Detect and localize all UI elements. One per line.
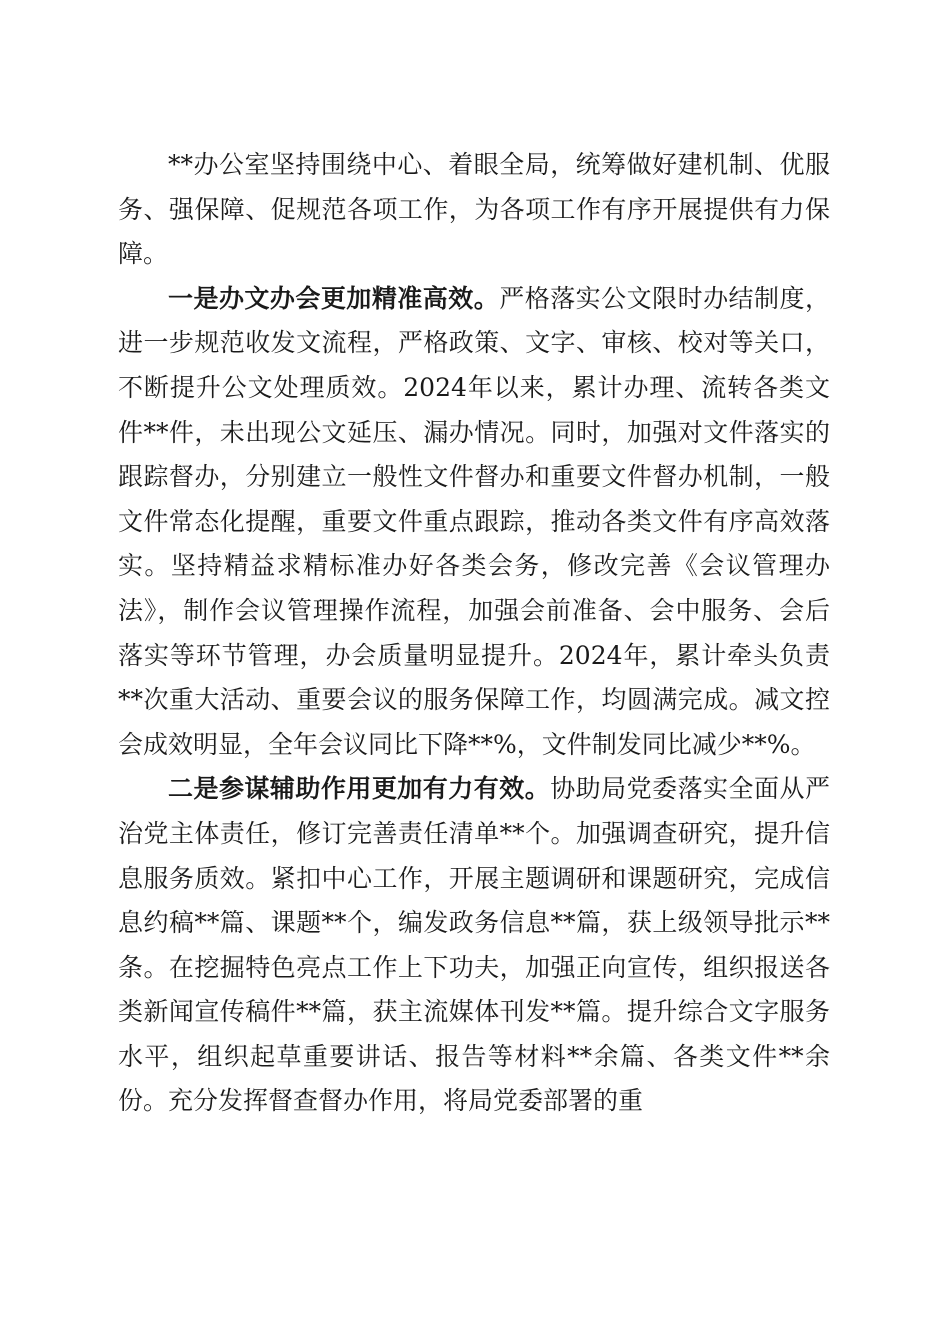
paragraph-text: **办公室坚持围绕中心、着眼全局，统筹做好建机制、优服务、强保障、促规范各项工作，为各项工作有序开展提供有力保障。 xyxy=(118,150,830,269)
document-body xyxy=(118,143,830,1124)
section-1-text: 严格落实公文限时办结制度，进一步规范收发文流程，严格政策、文字、审核、校对等关口，不断提升公文处理质效。2024年以来，累计办理、流转各类文件**件，未出现公文延压、漏办情况。同时，加强对文件落实的跟踪督办，分别建立一般性文件督办和重要文件督办机制，一般文件常态化提醒，重要文件重点跟踪，推动各类文件有序高效落实。坚持精益求精标准办好各类会务，修改完善《会议管理办法》，制作会议管理操作流程，加强会前准备、会中服务、会后落实等环节管理，办会质量明显提升。2024年，累计牵头负责**次重大活动、重要会议的服务保障工作，均圆满完成。减文控会成效明显，全年会议同比下降**%，文件制发同比减少**%。 xyxy=(118,283,830,759)
paragraph-section-1 xyxy=(118,277,830,768)
section-2-heading: 二是参谋辅助作用更加有力有效。 xyxy=(168,774,551,804)
section-1-heading: 一是办文办会更加精准高效。 xyxy=(168,283,500,313)
paragraph-section-2 xyxy=(118,767,830,1124)
paragraph-intro xyxy=(118,143,830,277)
section-2-text: 协助局党委落实全面从严治党主体责任，修订完善责任清单**个。加强调查研究，提升信息服务质效。紧扣中心工作，开展主题调研和课题研究，完成信息约稿**篇、课题**个，编发政务信息**篇，获上级领导批示**条。在挖掘特色亮点工作上下功夫，加强正向宣传，组织报送各类新闻宣传稿件**篇，获主流媒体刊发**篇。提升综合文字服务水平，组织起草重要讲话、报告等材料**余篇、各类文件**余份。充分发挥督查督办作用，将局党委部署的重 xyxy=(118,774,830,1116)
